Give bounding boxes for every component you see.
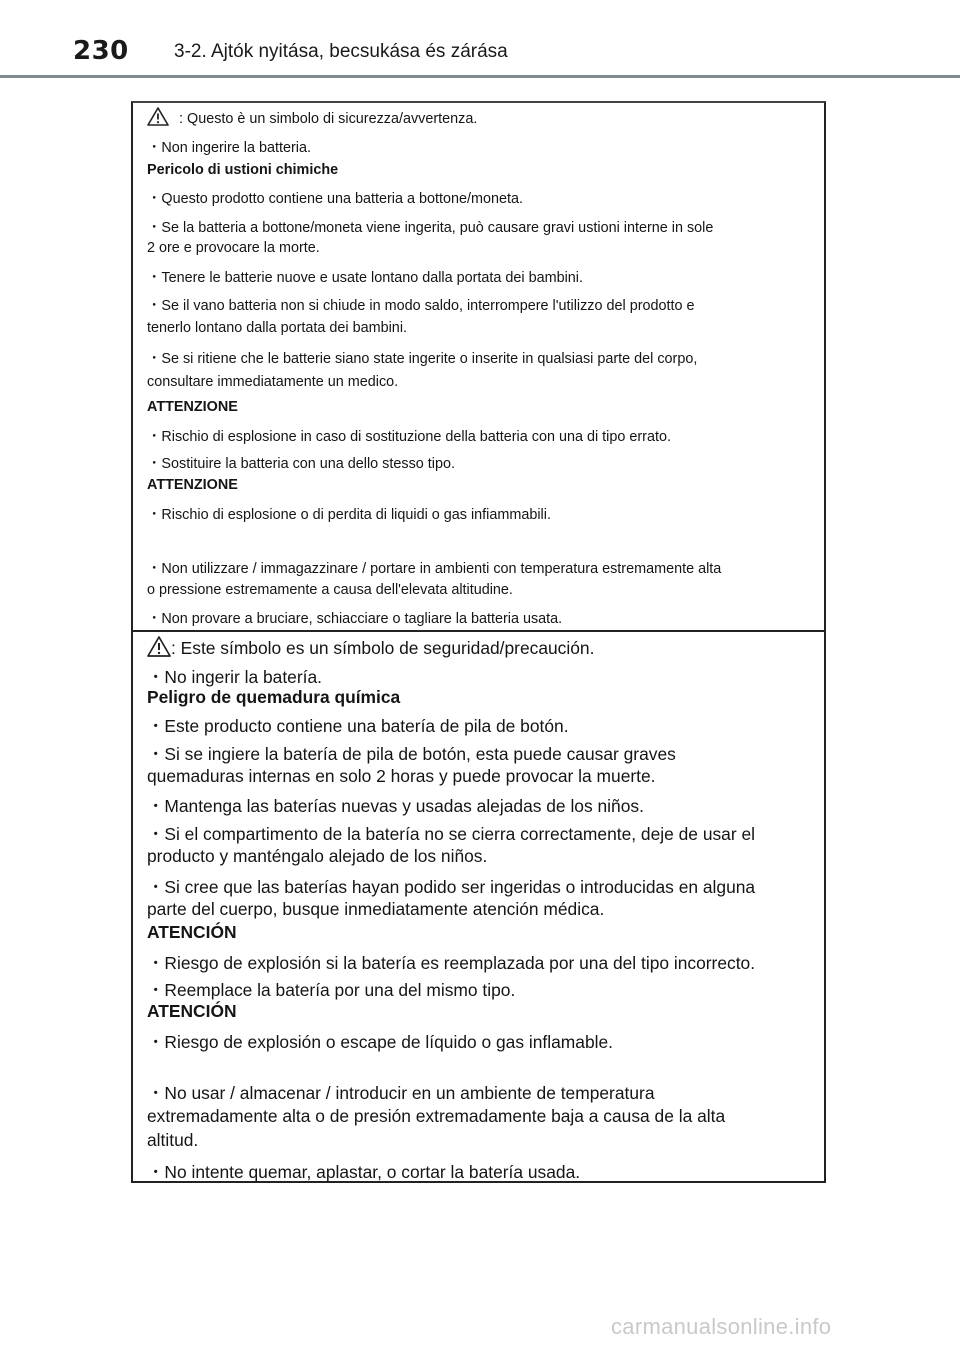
text-line: altitud. bbox=[147, 1130, 199, 1150]
symbol-line: : Este símbolo es un símbolo de seguridad/precaución. bbox=[171, 638, 595, 658]
text-line: consultare immediatamente un medico. bbox=[147, 374, 399, 390]
text-line: ・Si se ingiere la batería de pila de botón, esta puede causar graves bbox=[147, 744, 676, 764]
section-heading: ATTENZIONE bbox=[147, 477, 238, 493]
text-line: tenerlo lontano dalla portata dei bambini. bbox=[147, 320, 408, 336]
text-line: 2 ore e provocare la morte. bbox=[147, 240, 320, 256]
text-line: ・No ingerir la batería. bbox=[147, 667, 322, 687]
text-line: ・No intente quemar, aplastar, o cortar la batería usada. bbox=[147, 1162, 581, 1182]
italian-warning-box bbox=[131, 101, 826, 632]
text-line: quemaduras internas en solo 2 horas y puede provocar la muerte. bbox=[147, 766, 656, 786]
page-header bbox=[0, 0, 960, 80]
text-line: ・Riesgo de explosión si la batería es reemplazada por una del tipo incorrecto. bbox=[147, 953, 756, 973]
text-line: parte del cuerpo, busque inmediatamente atención médica. bbox=[147, 899, 605, 919]
warning-triangle-icon bbox=[147, 636, 171, 657]
section-heading: Pericolo di ustioni chimiche bbox=[147, 162, 339, 178]
text-line: ・Tenere le batterie nuove e usate lontano dalla portata dei bambini. bbox=[147, 270, 584, 286]
section-heading: ATENCIÓN bbox=[147, 922, 237, 942]
text-line: ・Reemplace la batería por una del mismo tipo. bbox=[147, 980, 516, 1000]
text-line: ・No usar / almacenar / introducir en un ambiente de temperatura bbox=[147, 1083, 655, 1103]
text-line: ・Se la batteria a bottone/moneta viene ingerita, può causare gravi ustioni interne in sole bbox=[147, 220, 714, 236]
text-line: ・Questo prodotto contiene una batteria a bottone/moneta. bbox=[147, 191, 524, 207]
text-line: ・Sostituire la batteria con una dello stesso tipo. bbox=[147, 456, 455, 472]
text-line: ・Non ingerire la batteria. bbox=[147, 140, 311, 156]
text-line: extremadamente alta o de presión extremadamente baja a causa de la alta bbox=[147, 1106, 726, 1126]
text-line: ・Este producto contiene una batería de pila de botón. bbox=[147, 716, 569, 736]
section-heading: ATTENZIONE bbox=[147, 399, 238, 415]
text-line: ・Non utilizzare / immagazzinare / portare in ambienti con temperatura estremamente alta bbox=[147, 561, 722, 577]
text-line: ・Riesgo de explosión o escape de líquido o gas inflamable. bbox=[147, 1032, 613, 1052]
text-line: ・Si el compartimento de la batería no se cierra correctamente, deje de usar el bbox=[147, 824, 756, 844]
text-line: ・Se il vano batteria non si chiude in modo saldo, interrompere l'utilizzo del prodotto e bbox=[147, 298, 695, 314]
text-line: o pressione estremamente a causa dell'elevata altitudine. bbox=[147, 582, 513, 598]
chapter-title: 3-2. Ajtók nyitása, becsukása és zárása bbox=[174, 41, 508, 62]
warning-triangle-icon bbox=[147, 107, 169, 126]
text-line: producto y manténgalo alejado de los niños. bbox=[147, 846, 488, 866]
text-line: ・Non provare a bruciare, schiacciare o tagliare la batteria usata. bbox=[147, 611, 563, 627]
watermark: carmanualsonline.info bbox=[611, 1314, 832, 1339]
section-heading: ATENCIÓN bbox=[147, 1001, 237, 1021]
text-line: ・Rischio di esplosione in caso di sostituzione della batteria con una di tipo errato. bbox=[147, 429, 671, 445]
text-line: ・Si cree que las baterías hayan podido ser ingeridas o introducidas en alguna bbox=[147, 877, 756, 897]
text-line: ・Rischio di esplosione o di perdita di liquidi o gas infiammabili. bbox=[147, 507, 551, 523]
page-number: 230 bbox=[73, 36, 129, 66]
text-line: ・Se si ritiene che le batterie siano state ingerite o inserite in qualsiasi parte del corpo, bbox=[147, 351, 698, 367]
section-heading: Peligro de quemadura química bbox=[147, 687, 401, 707]
symbol-line: : Questo è un simbolo di sicurezza/avvertenza. bbox=[179, 111, 478, 127]
spanish-warning-box bbox=[131, 631, 826, 1183]
header-rule bbox=[0, 75, 960, 78]
text-line: ・Mantenga las baterías nuevas y usadas alejadas de los niños. bbox=[147, 796, 644, 816]
